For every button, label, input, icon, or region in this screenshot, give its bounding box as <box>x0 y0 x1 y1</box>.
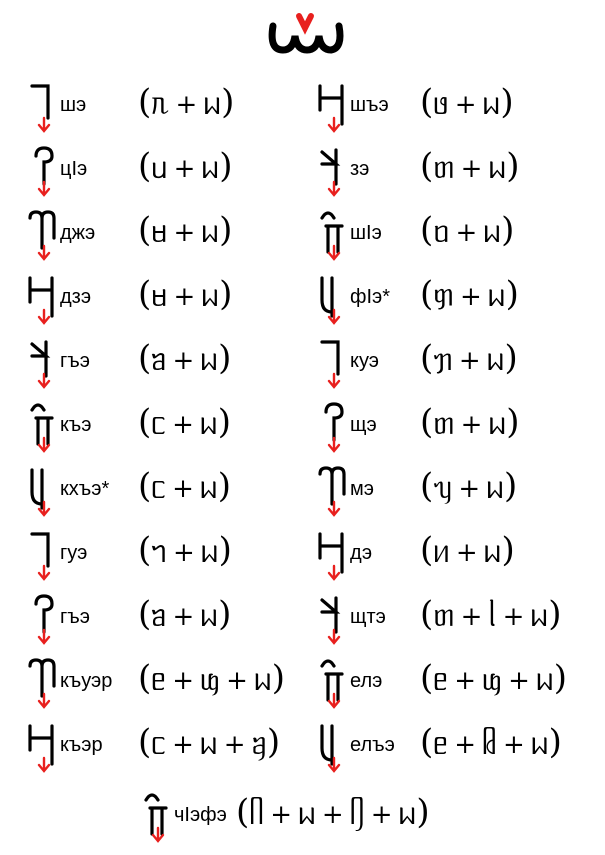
left-letter-letter-icon <box>26 656 58 712</box>
component-glyph: ᥦ <box>349 797 365 832</box>
left-letter-row <box>26 400 316 456</box>
plus-sign: + <box>454 90 477 120</box>
letter-name: щтэ <box>350 606 386 628</box>
close-paren: ) <box>548 722 562 762</box>
letter-name: джэ <box>60 222 96 244</box>
letter-name: дзэ <box>60 286 92 308</box>
close-paren: ) <box>501 530 515 570</box>
left-letter-row <box>26 336 316 392</box>
right-letter-row <box>316 272 605 328</box>
component-glyph: ᥕ <box>482 87 501 122</box>
letter-name: щэ <box>350 414 377 436</box>
left-letter-row <box>26 592 316 648</box>
open-paren: ( <box>138 658 152 698</box>
plus-sign: + <box>454 666 477 696</box>
plus-sign: + <box>172 666 195 696</box>
open-paren: ( <box>138 210 152 250</box>
bottom-letter-letter-icon <box>140 790 172 846</box>
left-letter-row <box>26 208 316 264</box>
open-paren: ( <box>138 594 152 634</box>
component-glyph: ᥖ <box>433 599 455 634</box>
component-glyph: ᥕ <box>298 797 316 832</box>
right-letter-letter-icon <box>316 144 348 200</box>
open-paren: ( <box>420 274 434 314</box>
plus-sign: + <box>460 602 483 632</box>
plus-sign: + <box>460 282 482 312</box>
component-glyph: ᥜ <box>200 663 221 698</box>
bottom-letter-row <box>140 790 430 846</box>
component-glyph: ᥳ <box>433 87 449 122</box>
right-letter-letter-icon <box>316 592 348 648</box>
letter-name: куэ <box>350 350 379 372</box>
open-paren: ( <box>420 722 434 762</box>
letter-name: чӀэфэ <box>174 804 227 826</box>
component-glyph: ᥡ <box>433 471 453 506</box>
close-paren: ) <box>271 658 286 698</box>
left-letter-letter-icon <box>26 272 58 328</box>
letter-name: зэ <box>350 158 370 180</box>
close-paren: ) <box>218 530 232 570</box>
right-letter-row <box>316 592 605 648</box>
letter-formula <box>138 594 231 637</box>
close-paren: ) <box>501 210 515 250</box>
close-paren: ) <box>504 338 518 378</box>
plus-sign: + <box>455 218 478 248</box>
letter-name: къэ <box>60 414 92 436</box>
plus-sign: + <box>502 602 525 632</box>
component-glyph: ᥐ <box>151 535 167 570</box>
close-paren: ) <box>506 146 520 186</box>
letter-formula <box>138 338 231 381</box>
letter-formula <box>138 402 231 445</box>
close-paren: ) <box>266 722 281 762</box>
letter-name: шъэ <box>350 94 389 116</box>
close-paren: ) <box>504 466 518 506</box>
open-paren: ( <box>138 722 152 762</box>
letter-formula <box>420 530 515 573</box>
left-letter-letter-icon <box>26 592 58 648</box>
plus-sign: + <box>226 666 248 696</box>
open-paren: ( <box>236 792 250 832</box>
component-glyph: ᥙ <box>151 151 168 186</box>
letter-formula <box>138 274 232 317</box>
close-paren: ) <box>218 338 232 378</box>
component-glyph: ᥞ <box>433 279 454 314</box>
letter-name: гъэ <box>60 606 90 628</box>
plus-sign: + <box>455 538 478 568</box>
letter-formula <box>420 146 520 189</box>
right-letter-letter-icon <box>316 720 348 776</box>
open-paren: ( <box>420 210 434 250</box>
close-paren: ) <box>219 146 233 186</box>
close-paren: ) <box>506 402 520 442</box>
component-glyph: ᥕ <box>201 279 220 314</box>
plus-sign: + <box>458 346 481 376</box>
plus-sign: + <box>172 730 194 760</box>
open-paren: ( <box>420 146 434 186</box>
component-glyph: ᥕ <box>488 151 507 186</box>
open-paren: ( <box>420 594 434 634</box>
component-glyph: ᥢ <box>433 535 450 570</box>
right-letter-letter-icon <box>316 656 348 712</box>
component-glyph: ᥕ <box>487 279 506 314</box>
left-letter-row <box>26 144 316 200</box>
left-letter-row <box>26 720 316 776</box>
plus-sign: + <box>321 800 344 830</box>
left-letter-letter-icon <box>26 528 58 584</box>
component-glyph: ᥕ <box>200 535 219 570</box>
letter-formula <box>138 722 280 765</box>
right-letter-row <box>316 656 605 712</box>
plus-sign: + <box>270 800 293 830</box>
close-paren: ) <box>548 594 562 634</box>
letter-formula <box>138 210 232 253</box>
component-glyph: ᥱ <box>433 663 449 698</box>
plus-sign: + <box>175 90 198 120</box>
close-paren: ) <box>500 82 514 122</box>
right-letter-row <box>316 208 605 264</box>
component-glyph: ᥖ <box>433 407 455 442</box>
component-glyph: ᥣ <box>488 599 497 634</box>
plus-sign: + <box>370 800 393 830</box>
component-glyph: ᥕ <box>200 343 219 378</box>
component-glyph: ᥕ <box>199 407 218 442</box>
component-glyph: ᥛ <box>151 215 168 250</box>
close-paren: ) <box>219 274 233 314</box>
letter-formula <box>138 530 232 573</box>
open-paren: ( <box>420 82 434 122</box>
plus-sign: + <box>458 474 481 504</box>
component-glyph: ᥤ <box>482 727 498 762</box>
letter-formula <box>420 82 514 125</box>
component-glyph: ᥕ <box>201 215 220 250</box>
letter-name: шэ <box>60 94 87 116</box>
letter-formula <box>138 146 233 189</box>
left-letter-row <box>26 272 316 328</box>
component-glyph: ᥕ <box>486 471 505 506</box>
ligature-w-icon <box>265 8 345 60</box>
right-letter-letter-icon <box>316 336 348 392</box>
letter-name: цӀэ <box>60 158 88 180</box>
open-paren: ( <box>138 338 152 378</box>
open-paren: ( <box>420 338 434 378</box>
letter-name: елъэ <box>350 734 395 756</box>
close-paren: ) <box>219 210 233 250</box>
component-glyph: ᥟ <box>433 343 453 378</box>
close-paren: ) <box>416 792 430 832</box>
plus-sign: + <box>503 730 525 760</box>
letter-formula <box>236 792 430 835</box>
right-letter-row <box>316 400 605 456</box>
right-letter-letter-icon <box>316 528 348 584</box>
right-letter-row <box>316 720 605 776</box>
component-glyph: ᥕ <box>483 535 502 570</box>
letter-formula <box>138 82 234 125</box>
component-glyph: ᥕ <box>199 727 218 762</box>
plus-sign: + <box>460 154 483 184</box>
component-glyph: ᥝ <box>433 215 450 250</box>
letter-formula <box>420 658 567 701</box>
right-letter-row <box>316 464 605 520</box>
component-glyph: ᥱ <box>151 663 167 698</box>
letter-name: шӀэ <box>350 222 382 244</box>
component-glyph: ᥑ <box>151 343 167 378</box>
component-glyph: ᥕ <box>253 663 272 698</box>
right-letter-letter-icon <box>316 80 348 136</box>
left-letter-letter-icon <box>26 208 58 264</box>
component-glyph: ᥕ <box>201 151 220 186</box>
plus-sign: + <box>508 666 530 696</box>
open-paren: ( <box>138 402 152 442</box>
plus-sign: + <box>454 730 477 760</box>
plus-sign: + <box>172 538 195 568</box>
letter-name: мэ <box>350 478 374 500</box>
letter-formula <box>420 210 514 253</box>
letter-name: гъэ <box>60 350 90 372</box>
component-glyph: ᥕ <box>488 407 507 442</box>
component-glyph: ᥴ <box>151 471 167 506</box>
right-letter-row <box>316 336 605 392</box>
left-letter-row <box>26 464 316 520</box>
component-glyph: ᥕ <box>483 215 502 250</box>
component-glyph: ᥕ <box>530 599 549 634</box>
open-paren: ( <box>138 146 152 186</box>
right-letter-letter-icon <box>316 464 348 520</box>
letter-name: гуэ <box>60 542 88 564</box>
letter-formula <box>138 466 231 509</box>
letter-formula <box>420 466 517 509</box>
plus-sign: + <box>172 346 195 376</box>
plus-sign: + <box>172 410 194 440</box>
open-paren: ( <box>420 530 434 570</box>
plus-sign: + <box>173 282 196 312</box>
component-glyph: ᥱ <box>433 727 449 762</box>
left-letter-letter-icon <box>26 336 58 392</box>
right-letter-row <box>316 144 605 200</box>
close-paren: ) <box>218 594 232 634</box>
letter-formula <box>138 658 285 701</box>
letter-formula <box>420 402 520 445</box>
plus-sign: + <box>460 410 483 440</box>
close-paren: ) <box>217 402 231 442</box>
left-letter-row <box>26 528 316 584</box>
left-letter-letter-icon <box>26 720 58 776</box>
letter-name: фӀэ* <box>350 286 390 308</box>
close-paren: ) <box>221 82 235 122</box>
component-glyph: ᥛ <box>151 279 168 314</box>
right-letter-row <box>316 528 605 584</box>
component-glyph: ᥕ <box>535 663 554 698</box>
close-paren: ) <box>505 274 519 314</box>
component-glyph: ᥜ <box>482 663 503 698</box>
open-paren: ( <box>420 402 434 442</box>
component-glyph: ᥕ <box>486 343 505 378</box>
right-letter-letter-icon <box>316 208 348 264</box>
component-glyph: ᥴ <box>151 727 167 762</box>
letter-formula <box>420 722 562 765</box>
plus-sign: + <box>173 218 196 248</box>
open-paren: ( <box>138 530 152 570</box>
open-paren: ( <box>138 82 152 122</box>
component-glyph: ᥕ <box>199 471 218 506</box>
component-glyph: ᥥ <box>249 797 265 832</box>
left-letter-letter-icon <box>26 400 58 456</box>
component-glyph: ᥕ <box>200 599 219 634</box>
left-letter-letter-icon <box>26 144 58 200</box>
right-letter-letter-icon <box>316 272 348 328</box>
left-letter-row <box>26 80 316 136</box>
right-letter-letter-icon <box>316 400 348 456</box>
plus-sign: + <box>172 474 194 504</box>
plus-sign: + <box>173 154 196 184</box>
component-glyph: ᥖ <box>433 151 455 186</box>
letter-name: къуэр <box>60 670 113 692</box>
close-paren: ) <box>553 658 568 698</box>
left-letter-row <box>26 656 316 712</box>
letter-name: елэ <box>350 670 383 692</box>
letter-name: къэр <box>60 734 103 756</box>
component-glyph: ᥠ <box>251 727 267 762</box>
component-glyph: ᥴ <box>151 407 167 442</box>
letter-formula <box>420 594 562 637</box>
open-paren: ( <box>138 466 152 506</box>
letter-name: дэ <box>350 542 373 564</box>
letter-name: кхъэ* <box>60 478 110 500</box>
letter-formula <box>420 338 518 381</box>
component-glyph: ᥰ <box>151 87 170 122</box>
plus-sign: + <box>223 730 246 760</box>
component-glyph: ᥕ <box>530 727 549 762</box>
left-letter-letter-icon <box>26 464 58 520</box>
left-letter-letter-icon <box>26 80 58 136</box>
component-glyph: ᥕ <box>203 87 222 122</box>
close-paren: ) <box>217 466 231 506</box>
right-letter-row <box>316 80 605 136</box>
open-paren: ( <box>420 466 434 506</box>
letter-formula <box>420 274 519 317</box>
open-paren: ( <box>420 658 434 698</box>
open-paren: ( <box>138 274 152 314</box>
component-glyph: ᥑ <box>151 599 167 634</box>
plus-sign: + <box>172 602 195 632</box>
component-glyph: ᥕ <box>398 797 417 832</box>
